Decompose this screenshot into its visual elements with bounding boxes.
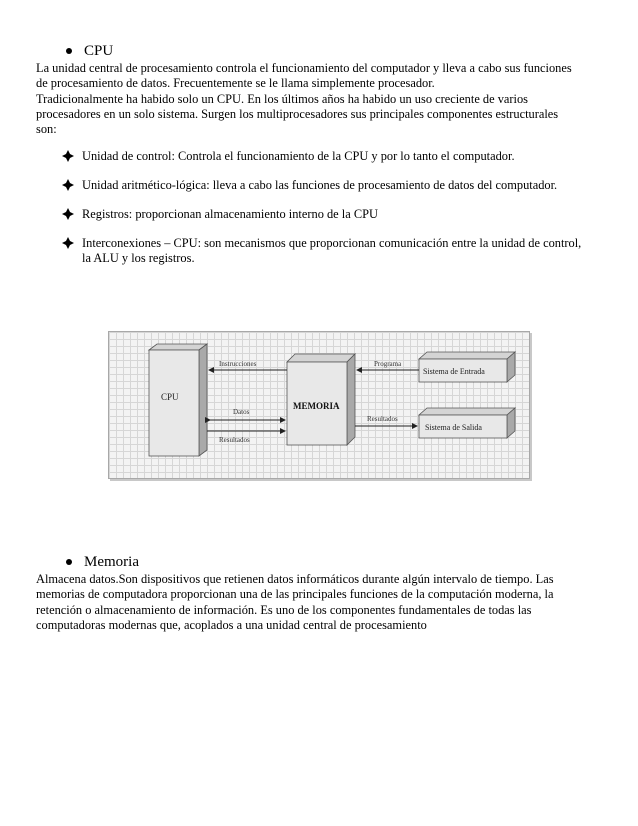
memoria-paragraph [36,572,611,633]
list-item [62,236,622,267]
results-label-right: Resultados [367,415,398,423]
paragraph-line: memorias de computadora proporcionan una de las principales funciones de la computación moderna, la [36,587,554,602]
paragraph-line: son: [36,122,57,137]
diamond-bullet-icon [62,208,74,220]
output-system-box [419,408,515,438]
input-system-box [419,352,515,382]
list-item-text: Interconexiones – CPU: son mecanismos que proporcionan comunicación entre la unidad de control, [82,236,582,250]
cpu-heading-text: CPU [84,43,114,59]
paragraph-line: retención o almacenamiento de información. Es uno de los componentes fundamentales de todas las [36,602,532,617]
paragraph-line: de procesamiento de datos. Frecuentemente se le llama simplemente procesador. [36,76,435,91]
paragraph-line: procesadores en un solo sistema. Surgen los multiprocesadores sus principales componentes estructurales [36,106,559,121]
results-label-left: Resultados [219,436,250,444]
bullet-dot-icon [66,559,72,565]
cpu-memory-diagram [108,331,530,479]
cpu-heading [66,42,113,60]
paragraph-line: computadoras modernas que, acoplados a una unidad central de procesamiento [36,617,427,632]
paragraph-line: La unidad central de procesamiento controla el funcionamiento del computador y lleva a cabo sus funciones [36,61,572,75]
output-system-label: Sistema de Salida [425,423,482,432]
paragraph-line: Tradicionalmente ha habido solo un CPU. En los últimos años ha habido un uso creciente de varios [36,91,528,106]
list-item-text: la ALU y los registros. [82,251,195,266]
list-item [62,149,622,164]
program-label: Programa [374,360,402,368]
memoria-box [287,354,355,445]
diamond-bullet-icon [62,179,74,191]
instructions-label: Instrucciones [219,360,257,368]
input-system-label: Sistema de Entrada [423,367,485,376]
memoria-heading [66,553,139,571]
cpu-box [149,344,207,456]
list-item-text: Unidad de control: Controla el funcionamiento de la CPU y por lo tanto el computador. [82,149,515,163]
diagram-canvas [109,332,529,478]
list-item [62,207,622,222]
memoria-heading-text: Memoria [84,554,139,570]
list-item-text: Unidad aritmético-lógica: lleva a cabo las funciones de procesamiento de datos del computador. [82,178,558,192]
paragraph-line: Almacena datos.Son dispositivos que retienen datos informáticos durante algún intervalo de tiempo. Las [36,572,554,586]
diamond-bullet-icon [62,150,74,162]
memoria-box-label: MEMORIA [293,401,340,411]
bullet-dot-icon [66,48,72,54]
list-item [62,178,622,193]
diamond-bullet-icon [62,237,74,249]
cpu-box-label: CPU [161,392,179,402]
data-label: Datos [233,408,250,416]
list-item-text: Registros: proporcionan almacenamiento interno de la CPU [82,207,378,221]
cpu-paragraph [36,61,611,137]
